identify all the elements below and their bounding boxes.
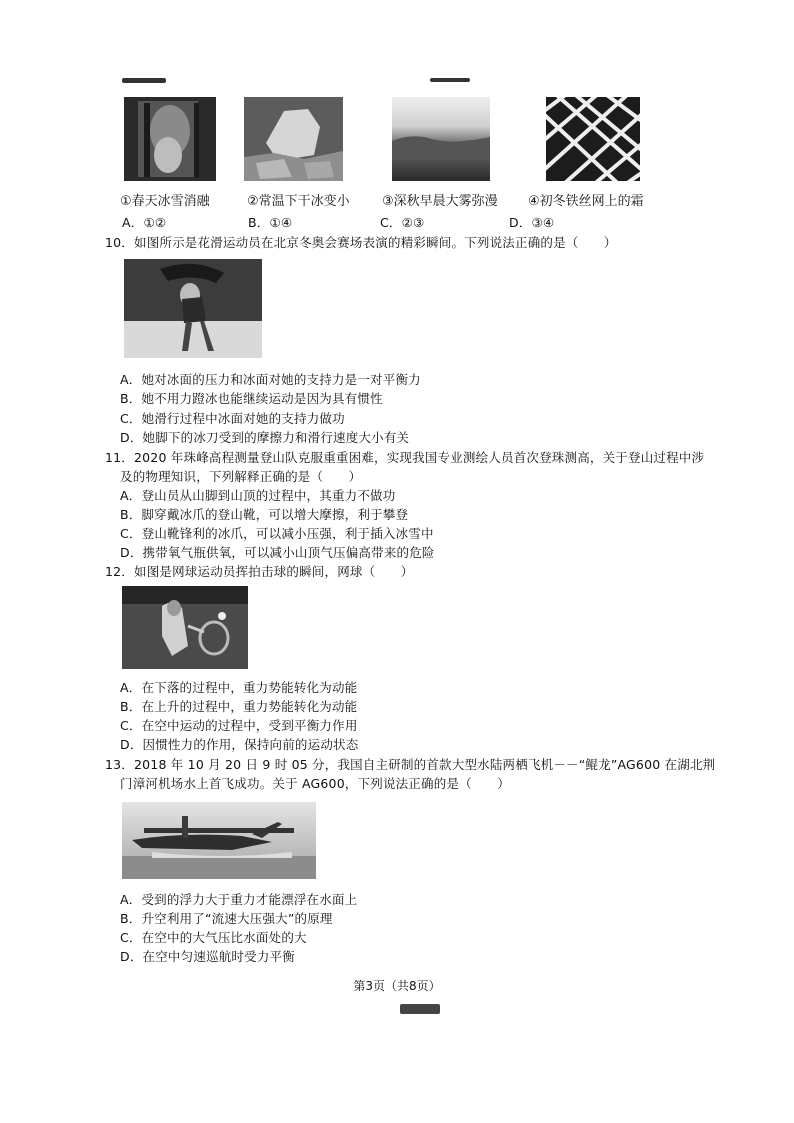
q10-option-d: D．她脚下的冰刀受到的摩擦力和滑行速度大小有关	[120, 430, 410, 445]
q13-option-d: D．在空中匀速巡航时受力平衡	[120, 949, 295, 964]
q10-option-b: B．她不用力蹬冰也能继续运动是因为具有惯性	[120, 391, 383, 406]
q13-option-c: C．在空中的大气压比水面处的大	[120, 930, 307, 945]
q9-option-d: D．③④	[509, 215, 555, 230]
q9-option-b: B．①④	[248, 215, 293, 230]
q9-caption-2: ②常温下干冰变小	[247, 194, 350, 209]
q10-option-a: A．她对冰面的压力和冰面对她的支持力是一对平衡力	[120, 372, 421, 387]
scan-artifact	[400, 1004, 440, 1014]
q10-stem: 10．如图所示是花滑运动员在北京冬奥会赛场表演的精彩瞬间。下列说法正确的是（ ）	[105, 235, 617, 250]
q12-option-c: C．在空中运动的过程中，受到平衡力作用	[120, 718, 358, 733]
q9-option-a: A．①②	[122, 215, 167, 230]
q11-option-a: A．登山员从山脚到山顶的过程中，其重力不做功	[120, 488, 396, 503]
photo-ag600-seaplane	[122, 802, 316, 879]
q13-stem-line-2: 门漳河机场水上首飞成功。关于 AG600，下列说法正确的是（ ）	[120, 776, 510, 791]
photo-frost-wire-mesh	[546, 97, 640, 181]
q11-stem-line-2: 及的物理知识，下列解释正确的是（ ）	[120, 469, 362, 484]
q10-option-c: C．她滑行过程中冰面对她的支持力做功	[120, 411, 345, 426]
q9-caption-1: ①春天冰雪消融	[120, 194, 210, 209]
photo-tennis-player	[122, 586, 248, 669]
q11-option-b: B．脚穿戴冰爪的登山靴，可以增大摩擦，利于攀登	[120, 507, 409, 522]
q9-option-c: C．②③	[380, 215, 425, 230]
q12-option-d: D．因惯性力的作用，保持向前的运动状态	[120, 737, 359, 752]
q13-option-a: A．受到的浮力大于重力才能漂浮在水面上	[120, 892, 358, 907]
q12-stem: 12．如图是网球运动员挥拍击球的瞬间，网球（ ）	[105, 564, 414, 579]
q11-option-d: D．携带氧气瓶供氧，可以减小山顶气压偏高带来的危险	[120, 545, 435, 560]
photo-fog	[392, 97, 490, 181]
photo-ice-melting	[124, 97, 216, 181]
photo-figure-skater	[124, 259, 262, 358]
q11-option-c: C．登山靴锋利的冰爪，可以减小压强，利于插入冰雪中	[120, 526, 434, 541]
q12-option-b: B．在上升的过程中，重力势能转化为动能	[120, 699, 358, 714]
q11-stem-line-1: 11．2020 年珠峰高程测量登山队克服重重困难，实现我国专业测绘人员首次登珠测高，关于登山过程中涉	[105, 450, 705, 465]
scan-artifact	[122, 78, 166, 83]
q13-stem-line-1: 13．2018 年 10 月 20 日 9 时 05 分，我国自主研制的首款大型水陆两栖飞机－－“鲲龙”AG600 在湖北荆	[105, 757, 716, 772]
q9-caption-4: ④初冬铁丝网上的霜	[528, 194, 644, 209]
photo-dry-ice	[244, 97, 343, 181]
scan-artifact	[430, 78, 470, 82]
page-number: 第3页（共8页）	[353, 979, 441, 993]
q12-option-a: A．在下落的过程中，重力势能转化为动能	[120, 680, 358, 695]
q9-caption-3: ③深秋早晨大雾弥漫	[382, 194, 498, 209]
q13-option-b: B．升空利用了“流速大压强大”的原理	[120, 911, 333, 926]
